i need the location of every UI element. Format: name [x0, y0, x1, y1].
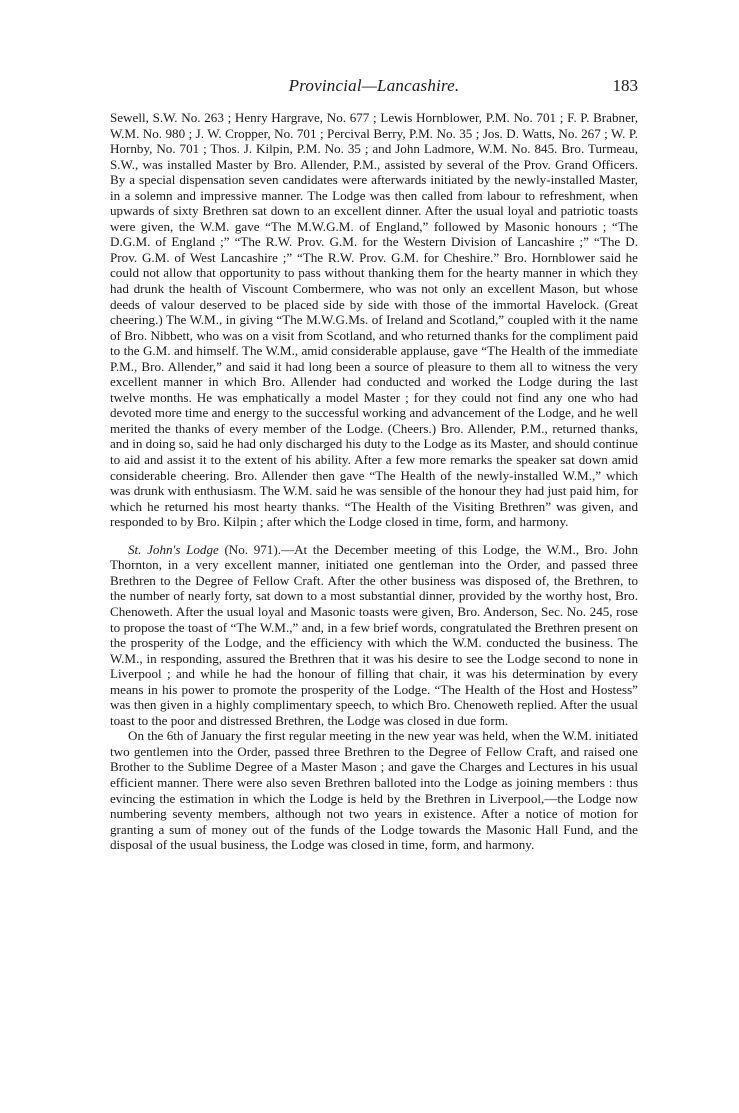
paragraph-st-johns-lodge [110, 542, 638, 729]
paragraph-january-meeting: On the 6th of January the first regular meeting in the new year was held, when the W.M. initiated two gentlemen into the Order, passed three Brethren to the Degree of Fellow Craft, and raised one Brother to the Sublime Degree of a Master Mason ; and gave the Charges and Lectures in his usual efficient manner. There were also seven Brethren balloted into the Lodge as joining members : thus evincing the estimation in which the Lodge is held by the Brethren in Liverpool,—the Lodge now numbering seventy members, although not two years in existence. After a notice of motion for granting a sum of money out of the funds of the Lodge towards the Masonic Hall Fund, and the disposal of the usual business, the Lodge was closed in time, form, and harmony. [110, 728, 638, 853]
lodge-title: St. John's Lodge [128, 541, 219, 557]
paragraph-st-johns-lodge-text: (No. 971).—At the December meeting of this Lodge, the W.M., Bro. John Thornton, in a very excellent manner, initiated one gentleman into the Order, and passed three Brethren to the Degree of Fellow Craft. After the other business was disposed of, the Brethren, to the number of nearly forty, sat down to a most substantial dinner, provided by the worthy host, Bro. Chenoweth. After the usual loyal and Masonic toasts were given, Bro. Anderson, Sec. No. 245, rose to propose the toast of “The W.M.,” and, in a few brief words, congratulated the Brethren present on the prosperity of the Lodge, and the efficiency with which the W.M. conducted the business. The W.M., in responding, assured the Brethren that it was his desire to see the Lodge second to none in Liverpool ; and while he had the honour of filling that chair, it was his determination by every means in his power to promote the prosperity of the Lodge. “The Health of the Host and Hostess” was then given in a highly complimentary speech, to which Bro. Chenoweth replied. After the usual toast to the poor and distressed Brethren, the Lodge was closed in due form. [110, 541, 638, 728]
document-page [110, 76, 638, 853]
running-header [110, 76, 638, 98]
paragraph-installation-report: Sewell, S.W. No. 263 ; Henry Hargrave, No. 677 ; Lewis Hornblower, P.M. No. 701 ; F. P. Brabner, W.M. No. 980 ; J. W. Cropper, No. 701 ; Percival Berry, P.M. No. 35 ; Jos. D. Watts, No. 267 ; W. P. Hornby, No. 701 ; Thos. J. Kilpin, P.M. No. 35 ; and John Ladmore, W.M. No. 845. Bro. Turmeau, S.W., was installed Master by Bro. Allender, P.M., assisted by several of the Prov. Grand Officers. By a special dispensation seven candidates were afterwards initiated by the newly-installed Master, in a solemn and impressive manner. The Lodge was then called from labour to refreshment, when upwards of sixty Brethren sat down to an excellent dinner. After the usual loyal and patriotic toasts were given, the W.M. gave “The M.W.G.M. of England,” followed by Masonic honours ; “The D.G.M. of England ;” “The R.W. Prov. G.M. for the Western Division of Lancashire ;” “The D. Prov. G.M. of West Lancashire ;” “The R.W. Prov. G.M. for Cheshire.” Bro. Hornblower said he could not allow that opportunity to pass without thanking them for the hearty manner in which they had drunk the health of Viscount Combermere, who was not only an excellent Mason, but whose deeds of valour deserved to be placed side by side with those of the immortal Havelock. (Great cheering.) The W.M., in giving “The M.W.G.Ms. of Ireland and Scotland,” coupled with it the name of Bro. Nibbett, who was on a visit from Scotland, and who returned thanks for the compliment paid to the G.M. and himself. The W.M., amid considerable applause, gave “The Health of the immediate P.M., Bro. Allender,” and said it had long been a source of pleasure to them all to witness the very excellent manner in which Bro. Allender had conducted and worked the Lodge during the last twelve months. He was emphatically a model Master ; for they could not find any one who had devoted more time and energy to the successful working and advancement of the Lodge, and he well merited the thanks of every member of the Lodge. (Cheers.) Bro. Allender, P.M., returned thanks, and in doing so, said he had only discharged his duty to the Lodge as its Master, and should continue to aid and assist it to the extent of his ability. After a few more remarks the speaker sat down amid considerable cheering. Bro. Allender then gave “The Health of the newly-installed W.M.,” which was drunk with enthusiasm. The W.M. said he was sensible of the honour they had just paid him, for which he returned his most hearty thanks. “The Health of the Visiting Brethren” was given, and responded to by Bro. Kilpin ; after which the Lodge closed in time, form, and harmony. [110, 110, 638, 530]
page-number: 183 [612, 76, 638, 95]
running-title: Provincial—Lancashire. [288, 76, 460, 95]
